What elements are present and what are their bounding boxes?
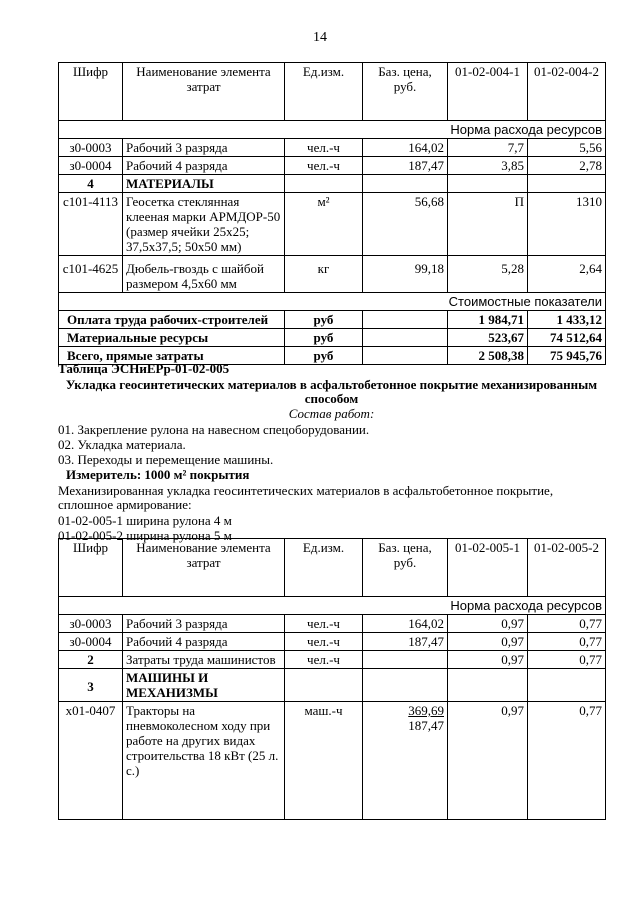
total-name: Материальные ресурсы (59, 329, 285, 347)
row-unit: чел.-ч (285, 651, 363, 669)
total-name: Всего, прямые затраты (59, 347, 285, 365)
row-v2: 5,56 (528, 139, 606, 157)
table-label: Таблица ЭСНиЕРр-01-02-005 (58, 361, 230, 376)
table-row (59, 633, 606, 651)
row-unit: чел.-ч (285, 633, 363, 651)
row-code: з0-0004 (59, 157, 123, 175)
total-v2: 1 433,12 (528, 311, 606, 329)
table-row (59, 139, 606, 157)
row-code: з0-0004 (59, 633, 123, 651)
row-code: з0-0003 (59, 615, 123, 633)
total-v1: 1 984,71 (448, 311, 528, 329)
row-name: Дюбель-гвоздь с шайбой размером 4,5х60 мм (123, 256, 285, 293)
section-header-row (59, 669, 606, 702)
header-col1: 01-02-005-1 (448, 539, 528, 597)
section-title-line-2: МЕХАНИЗМЫ (126, 685, 218, 700)
row-code: с101-4113 (59, 193, 123, 256)
header-price: Баз. цена, руб. (363, 63, 448, 121)
row-v1: 5,28 (448, 256, 528, 293)
row-unit: чел.-ч (285, 157, 363, 175)
row-v1: 0,97 (448, 615, 528, 633)
table-header-row (59, 539, 606, 597)
section-title: Укладка геосинтетических материалов в асфальтобетонное покрытие механизированным (65, 377, 598, 392)
step: 03. Переходы и перемещение машины. (58, 452, 274, 467)
resource-table-2 (58, 538, 606, 820)
total-v1: 2 508,38 (448, 347, 528, 365)
row-v2: 1310 (528, 193, 606, 256)
total-unit: руб (285, 347, 363, 365)
variant: 01-02-005-2 ширина рулона 5 м (58, 528, 232, 543)
row-code: х01-0407 (59, 702, 123, 820)
header-col2: 01-02-004-2 (528, 63, 606, 121)
row-price: 187,47 (363, 157, 448, 175)
header-unit: Ед.изм. (285, 63, 363, 121)
row-v1: 0,97 (448, 651, 528, 669)
total-v2: 74 512,64 (528, 329, 606, 347)
machinist-row (59, 651, 606, 669)
row-v1: П (448, 193, 528, 256)
row-v2: 0,77 (528, 702, 606, 820)
step: 01. Закрепление рулона на навесном спецоборудовании. (58, 422, 370, 437)
page-number: 14 (313, 30, 327, 45)
resource-table-1 (58, 62, 606, 365)
table-row (59, 702, 606, 820)
table-row (59, 157, 606, 175)
section-title-line-1: МАШИНЫ И (126, 670, 209, 685)
header-code: Шифр (59, 63, 123, 121)
section-title (123, 669, 285, 702)
norm-label: Норма расхода ресурсов (59, 121, 606, 139)
row-v2: 0,77 (528, 651, 606, 669)
row-name: Затраты труда машинистов (123, 651, 285, 669)
description-cont: сплошное армирование: (58, 497, 192, 512)
section-header-row (59, 175, 606, 193)
row-v2: 2,78 (528, 157, 606, 175)
variant: 01-02-005-1 ширина рулона 4 м (58, 513, 232, 528)
composition-label: Состав работ: (288, 406, 375, 421)
row-price: 187,47 (363, 633, 448, 651)
row-price: 164,02 (363, 615, 448, 633)
row-unit: маш.-ч (285, 702, 363, 820)
norm-label: Норма расхода ресурсов (59, 597, 606, 615)
total-v2: 75 945,76 (528, 347, 606, 365)
total-name: Оплата труда рабочих-строителей (59, 311, 285, 329)
row-price: 99,18 (363, 256, 448, 293)
row-code: с101-4625 (59, 256, 123, 293)
row-code: з0-0003 (59, 139, 123, 157)
row-name: Рабочий 4 разряда (123, 633, 285, 651)
step: 02. Укладка материала. (58, 437, 186, 452)
header-unit: Ед.изм. (285, 539, 363, 597)
row-v1: 3,85 (448, 157, 528, 175)
header-name: Наименование элемента затрат (123, 63, 285, 121)
row-v2: 2,64 (528, 256, 606, 293)
cost-label: Стоимостные показатели (59, 293, 606, 311)
description: Механизированная укладка геосинтетических материалов в асфальтобетонное покрытие, (58, 483, 554, 498)
section-title-cont: способом (304, 391, 359, 406)
section-number: 4 (59, 175, 123, 193)
row-unit: м² (285, 193, 363, 256)
row-v2: 0,77 (528, 615, 606, 633)
table-row (59, 193, 606, 256)
row-name: Рабочий 3 разряда (123, 139, 285, 157)
table-row (59, 256, 606, 293)
row-code: 2 (59, 651, 123, 669)
total-unit: руб (285, 329, 363, 347)
row-unit: чел.-ч (285, 615, 363, 633)
price-1: 369,69 (408, 703, 444, 718)
header-col1: 01-02-004-1 (448, 63, 528, 121)
row-v1: 0,97 (448, 633, 528, 651)
row-v1: 0,97 (448, 702, 528, 820)
row-unit: кг (285, 256, 363, 293)
row-price (363, 702, 448, 820)
row-price: 164,02 (363, 139, 448, 157)
price-2: 187,47 (408, 718, 444, 733)
row-name: Рабочий 3 разряда (123, 615, 285, 633)
row-name: Тракторы на пневмоколесном ходу при работе на других видах строительства 18 кВт (25 л. с.) (123, 702, 285, 820)
total-row (59, 311, 606, 329)
row-name: Рабочий 4 разряда (123, 157, 285, 175)
row-v1: 7,7 (448, 139, 528, 157)
total-v1: 523,67 (448, 329, 528, 347)
header-price: Баз. цена, руб. (363, 539, 448, 597)
section-2-text (58, 362, 605, 543)
header-name: Наименование элемента затрат (123, 539, 285, 597)
measure: Измеритель: 1000 м² покрытия (66, 467, 250, 482)
total-row (59, 329, 606, 347)
row-unit: чел.-ч (285, 139, 363, 157)
row-name: Геосетка стеклянная клееная марки АРМДОР-50 (размер ячейки 25х25; 37,5х37,5; 50х50 мм) (123, 193, 285, 256)
table-header-row (59, 63, 606, 121)
section-number: 3 (59, 669, 123, 702)
row-v2: 0,77 (528, 633, 606, 651)
row-price: 56,68 (363, 193, 448, 256)
table-row (59, 615, 606, 633)
header-code: Шифр (59, 539, 123, 597)
section-title: МАТЕРИАЛЫ (123, 175, 285, 193)
header-col2: 01-02-005-2 (528, 539, 606, 597)
total-unit: руб (285, 311, 363, 329)
